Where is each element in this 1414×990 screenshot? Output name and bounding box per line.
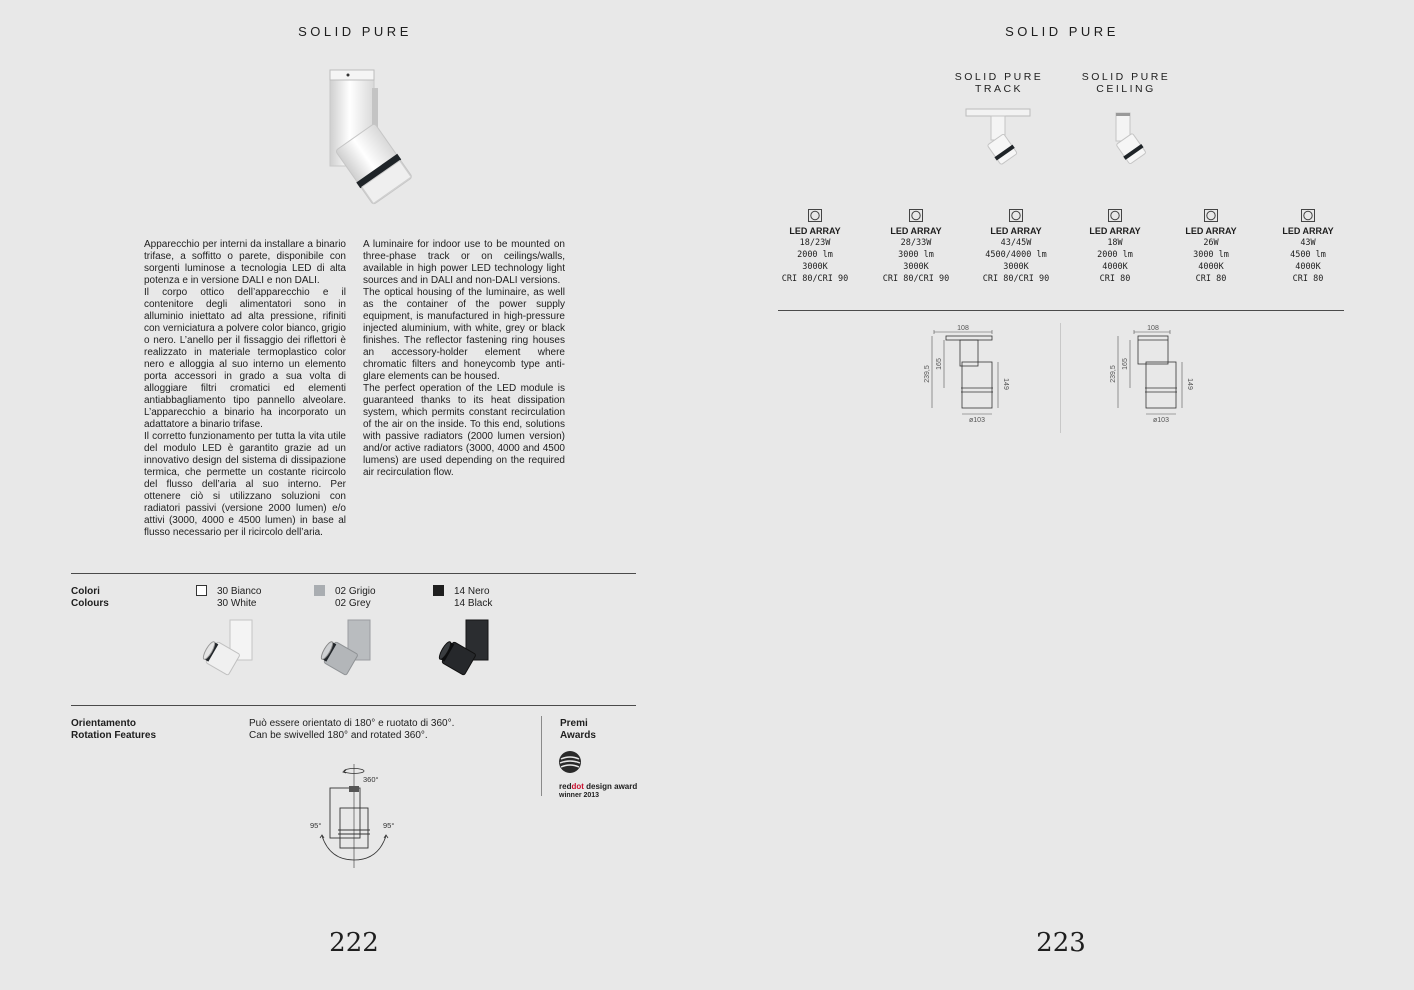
spec-cri: CRI 80 [1195, 274, 1227, 284]
right-page-title: SOLID PURE [1005, 24, 1119, 39]
spec-power: 26W [1203, 238, 1219, 248]
spec-title: LED ARRAY [890, 226, 942, 236]
product-black-image [436, 618, 496, 676]
spec-title: LED ARRAY [1185, 226, 1237, 236]
led-array-icon [1009, 209, 1023, 222]
spec-column [1263, 209, 1353, 285]
spec-title: LED ARRAY [990, 226, 1042, 236]
dim-diameter: ø103 [1153, 417, 1169, 424]
spec-lumen: 3000 lm [898, 250, 934, 260]
spec-lumen: 3000 lm [1193, 250, 1229, 260]
page-number-left: 222 [329, 928, 379, 958]
spec-power: 18/23W [799, 238, 831, 248]
dim-head-height: 149 [1186, 378, 1193, 390]
spec-cct: 3000K [802, 262, 828, 272]
page-number-right: 223 [1036, 928, 1086, 958]
spec-power: 43/45W [1000, 238, 1032, 248]
awards-label-en: Awards [560, 730, 596, 741]
dimension-drawing-track [920, 320, 1010, 428]
rotation-angle-right: 95° [383, 821, 395, 830]
rotation-angle-left: 95° [310, 821, 322, 830]
product-hero-image [318, 66, 418, 208]
spec-cri: CRI 80/CRI 90 [882, 274, 950, 284]
rotation-text-en: Can be swivelled 180° and rotated 360°. [249, 730, 428, 741]
spec-cct: 4000K [1102, 262, 1128, 272]
colours-label-it: Colori [71, 586, 100, 597]
led-array-icon [1301, 209, 1315, 222]
spec-cri: CRI 80 [1099, 274, 1131, 284]
colour-name-en: 14 Black [454, 598, 493, 609]
colours-label [71, 586, 109, 610]
colour-name-en: 30 White [217, 598, 257, 609]
description-it-paragraph-2: Il corpo ottico dell’apparecchio e il contenitore degli alimentatori sono in alluminio iniettato ad alta pressione, rifiniti con verniciatura a polvere color bianco, grigio o nero. L’anello per il fissaggio dei riflettori è realizzato in materiale termoplastico color nero e alloggia al suo interno un elemento porta accessori in grado a sua volta di alloggiare filtri cromatici ed elementi antiabbagliamento tipo pannello alveolare. L’apparecchio a binario ha incorporato un adattatore a binario trifase. [144, 287, 346, 430]
led-array-icon [808, 209, 822, 222]
description-it-paragraph-3: Il corretto funzionamento per tutta la vita utile del modulo LED è garantito grazie ad un innovativo design del sistema di dissipazione termica, che permette un costante ricircolo del flusso dell’aria al suo interno. Per ottenere ciò si utilizzano soluzioni con radiatori passivi (versione 2000 lumen) e/o attivi (3000, 4000 e 4500 lumen) in base al flusso necessario per il ricircolo dell’aria. [144, 431, 346, 538]
left-page-title: SOLID PURE [298, 24, 412, 39]
spec-title: LED ARRAY [789, 226, 841, 236]
dimension-drawing-ceiling [1106, 320, 1196, 428]
spec-cct: 3000K [1003, 262, 1029, 272]
dim-total-height: 239,5 [924, 365, 931, 383]
rotation-diagram [300, 762, 410, 870]
dim-diameter: ø103 [969, 417, 985, 424]
spec-column [871, 209, 961, 285]
dim-body-height: 165 [936, 358, 943, 370]
rotation-label-en: Rotation Features [71, 730, 157, 741]
description-english [363, 239, 565, 479]
product-grey-image [318, 618, 378, 676]
spec-cct: 4000K [1198, 262, 1224, 272]
spec-cri: CRI 80/CRI 90 [982, 274, 1050, 284]
drawings-divider [1060, 323, 1061, 433]
grey-swatch [314, 585, 325, 596]
rotation-text-it: Può essere orientato di 180° e ruotato di 360°. [249, 718, 455, 729]
colour-name-it: 30 Bianco [217, 586, 262, 597]
spec-title: LED ARRAY [1089, 226, 1141, 236]
white-swatch [196, 585, 207, 596]
dim-body-height: 165 [1122, 358, 1129, 370]
led-array-icon [1108, 209, 1122, 222]
spec-power: 28/33W [900, 238, 932, 248]
spec-power: 43W [1300, 238, 1316, 248]
spec-title: LED ARRAY [1282, 226, 1334, 236]
dim-width: 108 [1147, 325, 1159, 332]
description-en-paragraph-2: The optical housing of the luminaire, as well as the container of the power supply equipment, is manufactured in high-pressure injected aluminium, with white, grey or black finishes. The reflector fastening ring houses an accessory-holder element where chromatic filters and honeycomb type anti-glare elements can be housed. [363, 287, 565, 382]
spec-lumen: 4500 lm [1290, 250, 1326, 260]
rotation-text [249, 718, 529, 742]
reddot-design-award: design award [583, 782, 638, 791]
spec-column [770, 209, 860, 285]
awards-label-it: Premi [560, 718, 588, 729]
spec-cri: CRI 80/CRI 90 [781, 274, 849, 284]
spec-cct: 4000K [1295, 262, 1321, 272]
led-array-icon [1204, 209, 1218, 222]
awards-label [560, 718, 596, 742]
colour-name-en: 02 Grey [335, 598, 371, 609]
spec-lumen: 4500/4000 lm [985, 250, 1047, 260]
led-array-icon [909, 209, 923, 222]
spec-cct: 3000K [903, 262, 929, 272]
description-it-paragraph-1: Apparecchio per interni da installare a binario trifase, a soffitto o parete, disponibile con sorgenti luminose a tecnologia LED di alta potenza e in versione DALI e non DALI. [144, 239, 346, 286]
product-white-image [200, 618, 260, 676]
spec-lumen: 2000 lm [1097, 250, 1133, 260]
spec-column [1166, 209, 1256, 285]
variant-ceiling-image [1108, 110, 1152, 168]
divider-colours [71, 573, 636, 574]
rotation-label [71, 718, 156, 742]
rotation-angle-360: 360° [363, 775, 379, 784]
spec-column [1070, 209, 1160, 285]
variant-track-image [964, 106, 1034, 168]
dim-head-height: 149 [1002, 378, 1009, 390]
dim-total-height: 239,5 [1110, 365, 1117, 383]
description-en-paragraph-1: A luminaire for indoor use to be mounted on three-phase track or on ceilings/walls, available in high power LED technology light sources and in DALI and non-DALI versions. [363, 239, 565, 286]
spec-power: 18W [1107, 238, 1123, 248]
dim-width: 108 [957, 325, 969, 332]
spec-column [971, 209, 1061, 285]
rotation-label-it: Orientamento [71, 718, 137, 729]
divider-drawings [778, 310, 1344, 311]
reddot-award-text [559, 782, 649, 800]
black-swatch [433, 585, 444, 596]
variant-label-track: SOLID PURE TRACK [954, 71, 1044, 95]
variant-label-ceiling: SOLID PURE CEILING [1081, 71, 1171, 95]
colour-name-it: 02 Grigio [335, 586, 376, 597]
colour-name-it: 14 Nero [454, 586, 490, 597]
divider-rotation [71, 705, 636, 706]
reddot-winner-year: winner 2013 [559, 792, 600, 799]
description-italian [144, 239, 346, 539]
awards-divider [541, 716, 542, 796]
spec-cri: CRI 80 [1292, 274, 1324, 284]
reddot-logo-icon [558, 750, 584, 776]
reddot-red: red [559, 782, 572, 791]
spec-lumen: 2000 lm [797, 250, 833, 260]
colours-label-en: Colours [71, 598, 109, 609]
reddot-dot: dot [571, 782, 584, 791]
description-en-paragraph-3: The perfect operation of the LED module is guaranteed thanks to its heat dissipation system, which permits constant recirculation of the air on the inside. To this end, solutions with passive radiators (2000 lumen version) and/or active radiators (3000, 4000 and 4500 lumens) are used depending on the required air recirculation flow. [363, 383, 565, 478]
